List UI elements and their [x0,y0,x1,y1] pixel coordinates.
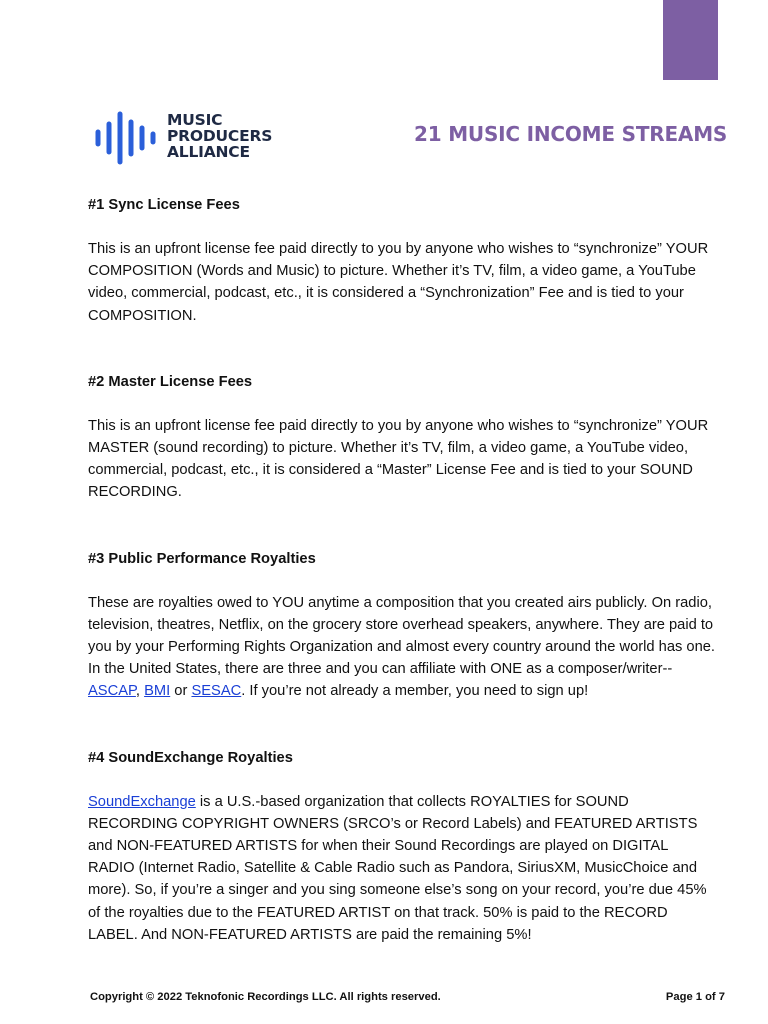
section-public-performance-royalties [88,548,718,703]
paragraph-text: is a U.S.-based organization that collects ROYALTIES for SOUND RECORDING COPYRIGHT OWNERS (SRCO’s or Record Labels) and FEATURED ARTISTS and NON-FEATURED ARTISTS for when their Sound Recordings are played on DIGITAL RADIO (Internet Radio, Satellite & Cable Radio such as Pandora, SiriusXM, MusicChoice and more). So, if you’re a singer and you sing someone else’s song on your record, you’re due 45% of the royalties due to the FEATURED ARTIST on that track. 50% is paid to the RECORD LABEL. And NON-FEATURED ARTISTS are paid the remaining 5%! [88,793,707,943]
section-paragraph [88,592,718,703]
section-paragraph [88,791,718,946]
section-heading: #2 Master License Fees [88,373,253,390]
section-heading: #3 Public Performance Royalties [88,550,316,567]
section-master-license-fees [88,371,718,504]
logo-wordmark [167,112,272,160]
document-title: 21 MUSIC INCOME STREAMS [414,122,728,146]
page-number: Page 1 of 7 [665,991,725,1003]
ascap-link[interactable]: ASCAP [88,683,136,700]
bmi-link[interactable]: BMI [144,683,171,700]
document-body [88,194,718,946]
header-accent-bar [663,0,718,80]
section-heading: #4 SoundExchange Royalties [88,749,293,766]
section-paragraph: This is an upfront license fee paid directly to you by anyone who wishes to “synchronize” YOUR COMPOSITION (Words and Music) to picture. Whether it’s TV, film, a video game, a YouTube video, commercial, podcast, etc., it is considered a “Synchronization” Fee and is tied to your COMPOSITION. [88,241,709,324]
logo-line-music: MUSIC [167,111,223,129]
soundexchange-link[interactable]: SoundExchange [88,793,196,810]
section-soundexchange-royalties [88,747,718,946]
logo-line-alliance: ALLIANCE [167,143,250,161]
paragraph-text: These are royalties owed to YOU anytime a composition that you created airs publicly. On radio, television, theatres, Netflix, on the grocery store overhead speakers, anywhere. They are paid to you by your Performing Rights Organization and almost every country around the world has one. In the United States, there are three and you can affiliate with ONE as a composer/writer-- [88,594,715,678]
soundwave-logo-icon [94,110,158,166]
separator-text: , [135,683,145,700]
section-paragraph: This is an upfront license fee paid directly to you by anyone who wishes to “synchronize” YOUR MASTER (sound recording) to picture. Whether it’s TV, film, a video game, a YouTube video, commercial, podcast, etc., it is considered a “Master” License Fee and is tied to your SOUND RECORDING. [88,417,709,501]
separator-text: or [170,683,192,700]
copyright-notice: Copyright © 2022 Teknofonic Recordings LLC. All rights reserved. [90,991,441,1003]
section-heading: #1 Sync License Fees [88,197,240,213]
logo-line-producers: PRODUCERS [167,127,273,145]
sesac-link[interactable]: SESAC [191,683,242,700]
section-sync-license-fees [88,194,718,327]
paragraph-text: . If you’re not already a member, you need to sign up! [241,683,589,700]
music-producers-alliance-logo [94,110,294,166]
